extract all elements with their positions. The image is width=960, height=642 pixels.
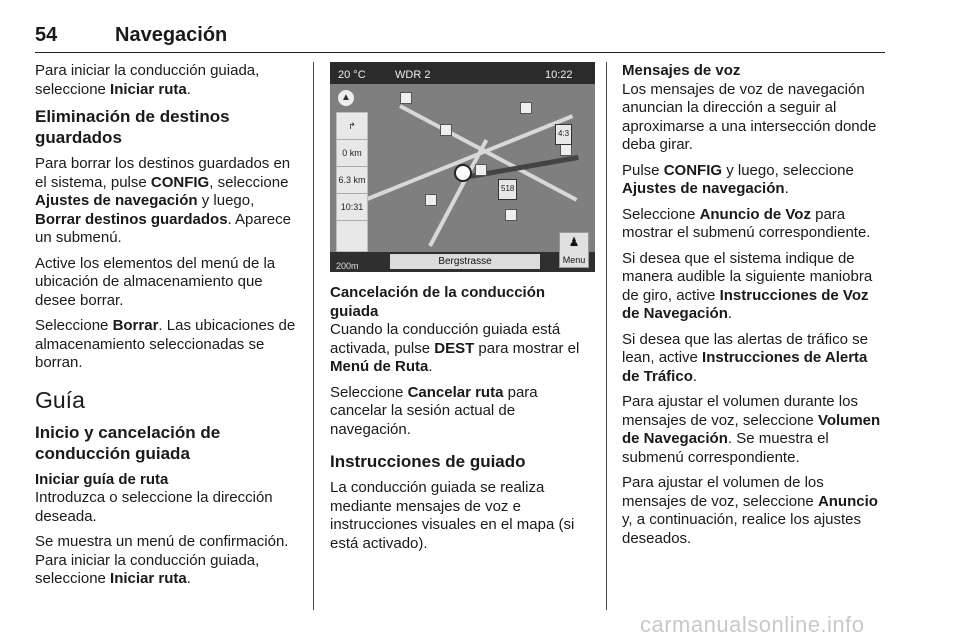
vehicle-position-icon	[454, 164, 472, 182]
paragraph: Seleccione Anuncio de Voz para mostrar el submenú correspondiente.	[622, 205, 871, 241]
arrival-time: 10:31	[337, 194, 367, 221]
section-heading: Instrucciones de guiado	[330, 452, 526, 471]
watermark: carmanualsonline.info	[640, 612, 865, 637]
menu-label: Menu	[562, 255, 586, 265]
paragraph: Para ajustar el volumen durante los mensajes de voz, seleccione Volumen de Navegación. Se muestra el submenú correspondiente.	[622, 393, 881, 466]
poi-icon	[475, 164, 487, 176]
column-3	[622, 62, 887, 555]
temperature: 20 °C	[338, 69, 366, 81]
compass-icon[interactable]: ▲	[338, 90, 354, 106]
poi-icon	[505, 209, 517, 221]
paragraph: Para ajustar el volumen de los mensajes de voz, seleccione Anuncio y, a continuación, realice los ajustes deseados.	[622, 474, 878, 547]
turn-arrow-icon: ↱	[337, 113, 367, 140]
current-street: Bergstrasse	[390, 254, 540, 269]
paragraph: Seleccione Borrar. Las ubicaciones de almacenamiento seleccionadas se borran.	[35, 317, 296, 371]
road-shield: 4:3	[555, 124, 572, 145]
column-divider	[606, 62, 607, 610]
subheading: Iniciar guía de ruta	[35, 470, 169, 488]
section-heading: Eliminación de destinos guardados	[35, 107, 230, 147]
subheading: Mensajes de voz	[622, 62, 741, 79]
page-header	[35, 22, 885, 53]
poi-icon	[560, 144, 572, 156]
poi-icon	[440, 124, 452, 136]
paragraph: Para iniciar la conducción guiada, seleccione Iniciar ruta.	[35, 62, 260, 98]
road	[399, 104, 577, 201]
paragraph: Se muestra un menú de confirmación. Para iniciar la conducción guiada, seleccione Iniciar ruta.	[35, 533, 289, 587]
map-scale: 200m	[336, 261, 359, 271]
map-area	[330, 84, 595, 252]
distance-to-turn: 0 km	[337, 140, 367, 167]
radio-station: WDR 2	[395, 69, 431, 81]
poi-icon	[400, 92, 412, 104]
column-2	[330, 62, 595, 560]
clock: 10:22	[545, 69, 573, 81]
page-number: 54	[35, 24, 58, 46]
guidance-panel	[336, 112, 368, 252]
page-title: Navegación	[115, 24, 228, 46]
chapter-heading: Guía	[35, 386, 85, 413]
road	[428, 139, 488, 247]
column-divider	[313, 62, 314, 610]
paragraph: Active los elementos del menú de la ubicación de almacenamiento que desee borrar.	[35, 254, 276, 309]
paragraph: Si desea que las alertas de tráfico se lean, active Instrucciones de Alerta de Tráfico.	[622, 330, 868, 385]
column-1	[35, 62, 300, 596]
navigation-screenshot	[330, 62, 595, 272]
paragraph: La conducción guiada se realiza mediante mensajes de voz e instrucciones visuales en el mapa (si está activado).	[330, 479, 575, 552]
menu-button[interactable]	[559, 232, 589, 268]
subheading: Cancelación de la conducción guiada	[330, 284, 546, 320]
paragraph: Cuando la conducción guiada está activada, pulse DEST para mostrar el Menú de Ruta.	[330, 321, 580, 375]
paragraph: Introduzca o seleccione la dirección deseada.	[35, 489, 273, 525]
paragraph: Para borrar los destinos guardados en el sistema, pulse CONFIG, seleccione Ajustes de navegación y luego, Borrar destinos guardados. Aparece un submenú.	[35, 155, 291, 246]
bottom-bar	[330, 252, 595, 272]
paragraph: Si desea que el sistema indique de manera audible la siguiente maniobra de giro, active Instrucciones de Voz de Navegación.	[622, 249, 873, 322]
paragraph: Pulse CONFIG y luego, seleccione Ajustes de navegación.	[622, 161, 854, 197]
paragraph: Los mensajes de voz de navegación anuncian la dirección a seguir al aproximarse a una intersección donde deba girar.	[622, 80, 877, 153]
poi-icon	[425, 194, 437, 206]
road-shield: 518	[498, 179, 517, 200]
paragraph: Seleccione Cancelar ruta para cancelar la sesión actual de navegación.	[330, 383, 538, 438]
person-icon: ♟	[568, 235, 580, 249]
section-heading: Inicio y cancelación de conducción guiada	[35, 422, 221, 463]
distance-remaining: 6.3 km	[337, 167, 367, 194]
status-bar	[330, 62, 595, 84]
poi-icon	[520, 102, 532, 114]
